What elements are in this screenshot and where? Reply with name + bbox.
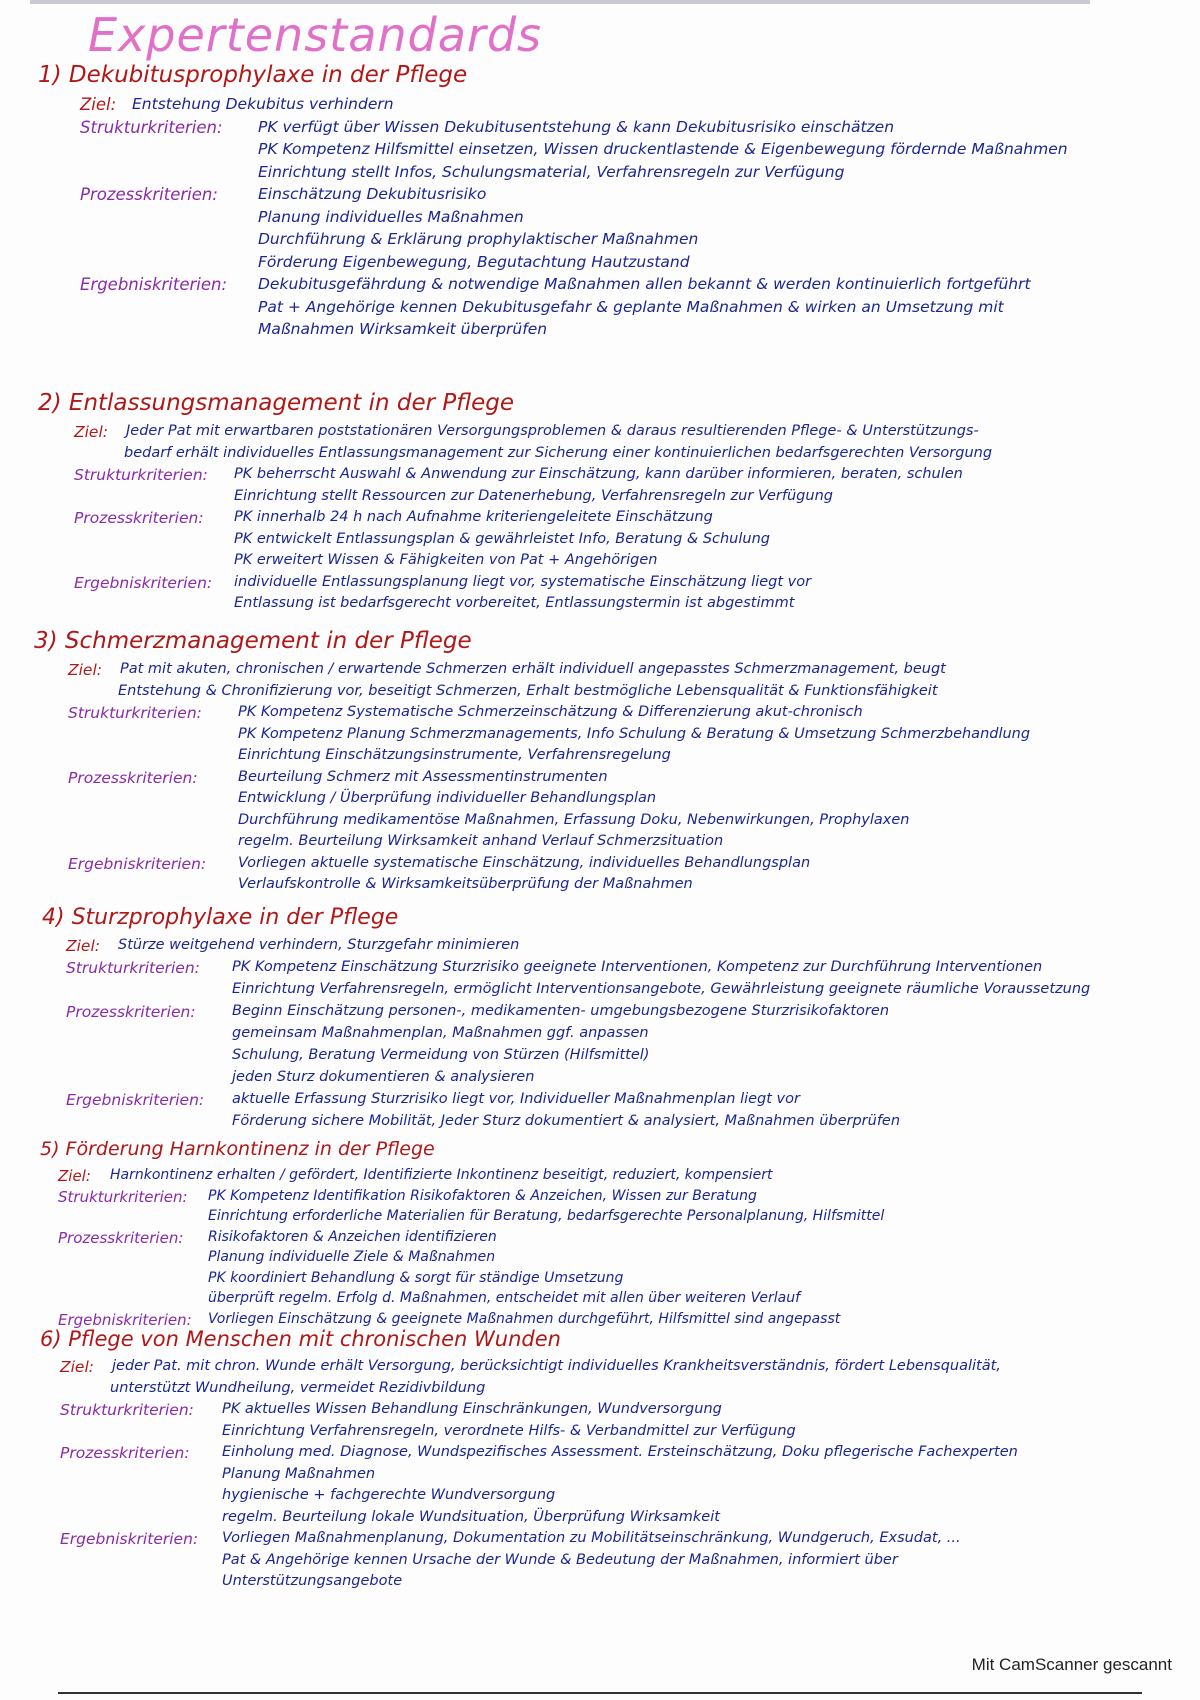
criteria-label: Ziel:	[66, 937, 100, 955]
criteria-label: Strukturkriterien:	[60, 1401, 194, 1419]
criteria-text: Entstehung & Chronifizierung vor, beseitigt Schmerzen, Erhalt bestmögliche Lebensqualität & Funktionsfähigkeit	[118, 682, 938, 699]
criteria-text: PK Kompetenz Einschätzung Sturzrisiko geeignete Interventionen, Kompetenz zur Durchführung Interventionen	[232, 959, 1043, 975]
scan-bottom-edge	[58, 1692, 1142, 1694]
criteria-text: PK verfügt über Wissen Dekubitusentstehung & kann Dekubitusrisiko einschätzen	[258, 117, 895, 136]
criteria-text: Entstehung Dekubitus verhindern	[132, 95, 394, 113]
criteria-label: Ergebniskriterien:	[68, 854, 207, 873]
criteria-label: Prozesskriterien:	[60, 1444, 190, 1462]
criteria-text: PK Kompetenz Identifikation Risikofaktoren & Anzeichen, Wissen zur Beratung	[208, 1187, 757, 1204]
criteria-text: Planung individuelle Ziele & Maßnahmen	[208, 1249, 496, 1265]
criteria-text: Planung Maßnahmen	[222, 1465, 376, 1482]
criteria-label: Prozesskriterien:	[58, 1228, 184, 1247]
criteria-label: Ziel:	[60, 1358, 94, 1376]
criteria-text: jeder Pat. mit chron. Wunde erhält Versorgung, berücksichtigt individuelles Krankheitsverständnis, fördert Lebensqualität,	[112, 1358, 1001, 1374]
criteria-text: PK entwickelt Entlassungsplan & gewährleistet Info, Beratung & Schulung	[234, 530, 770, 547]
criteria-text: Vorliegen aktuelle systematische Einschätzung, individuelles Behandlungsplan	[238, 854, 811, 871]
criteria-label: Ziel:	[74, 423, 108, 441]
criteria-text: Einrichtung Einschätzungsinstrumente, Verfahrensregelung	[238, 747, 671, 763]
criteria-text: Harnkontinenz erhalten / gefördert, Identifizierte Inkontinenz beseitigt, reduziert, kompensiert	[110, 1167, 773, 1183]
criteria-text: Jeder Pat mit erwartbaren poststationären Versorgungsproblemen & daraus resultierenden Pflege- & Unterstützungs-	[126, 423, 979, 439]
criteria-text: Einrichtung stellt Ressourcen zur Datenerhebung, Verfahrensregeln zur Verfügung	[234, 487, 833, 504]
criteria-text: Durchführung & Erklärung prophylaktischer Maßnahmen	[258, 230, 699, 248]
criteria-text: Vorliegen Einschätzung & geeignete Maßnahmen durchgeführt, Hilfsmittel sind angepasst	[208, 1310, 841, 1327]
criteria-text: jeden Sturz dokumentieren & analysieren	[232, 1069, 535, 1085]
criteria-text: Pat mit akuten, chronischen / erwartende Schmerzen erhält individuell angepasstes Schmerzmanagement, beugt	[120, 661, 946, 677]
section-heading: 3) Schmerzmanagement in der Pflege	[34, 628, 472, 654]
criteria-text: Pat & Angehörige kennen Ursache der Wunde & Bedeutung der Maßnahmen, informiert über	[222, 1551, 898, 1568]
criteria-text: Einrichtung Verfahrensregeln, ermöglicht Interventionsangebote, Gewährleistung geeignete räumliche Voraussetzung	[232, 981, 1091, 997]
criteria-text: Risikofaktoren & Anzeichen identifizieren	[208, 1228, 497, 1245]
section-heading: 5) Förderung Harnkontinenz in der Pflege	[40, 1138, 435, 1160]
section-heading: 2) Entlassungsmanagement in der Pflege	[38, 390, 515, 416]
criteria-text: PK innerhalb 24 h nach Aufnahme kriteriengeleitete Einschätzung	[234, 509, 713, 525]
criteria-label: Ergebniskriterien:	[58, 1310, 192, 1329]
criteria-text: Durchführung medikamentöse Maßnahmen, Erfassung Doku, Nebenwirkungen, Prophylaxen	[238, 811, 910, 828]
criteria-text: Einschätzung Dekubitusrisiko	[258, 185, 487, 203]
criteria-text: Beginn Einschätzung personen-, medikamenten- umgebungsbezogene Sturzrisikofaktoren	[232, 1003, 890, 1019]
criteria-label: Ziel:	[58, 1167, 91, 1185]
criteria-text: hygienische + fachgerechte Wundversorgung	[222, 1487, 556, 1503]
criteria-text: Verlaufskontrolle & Wirksamkeitsüberprüfung der Maßnahmen	[238, 876, 693, 892]
criteria-label: Ergebniskriterien:	[66, 1091, 205, 1109]
criteria-text: Beurteilung Schmerz mit Assessmentinstrumenten	[238, 768, 608, 785]
criteria-text: Einrichtung stellt Infos, Schulungsmaterial, Verfahrensregeln zur Verfügung	[258, 162, 845, 181]
scanner-watermark: Mit CamScanner gescannt	[971, 1655, 1172, 1674]
criteria-text: bedarf erhält individuelles Entlassungsmanagement zur Sicherung einer kontinuierlichen bedarfsgerechten Versorgung	[124, 444, 993, 461]
criteria-text: Einholung med. Diagnose, Wundspezifisches Assessment. Ersteinschätzung, Doku pflegerische Fachexperten	[222, 1444, 1018, 1460]
criteria-text: Stürze weitgehend verhindern, Sturzgefahr minimieren	[118, 937, 520, 953]
criteria-text: PK erweitert Wissen & Fähigkeiten von Pat + Angehörigen	[234, 552, 658, 568]
criteria-label: Ziel:	[68, 661, 102, 679]
criteria-text: überprüft regelm. Erfolg d. Maßnahmen, entscheidet mit allen über weiteren Verlauf	[208, 1290, 801, 1306]
criteria-label: Prozesskriterien:	[74, 509, 204, 527]
criteria-text: regelm. Beurteilung lokale Wundsituation, Überprüfung Wirksamkeit	[222, 1508, 720, 1525]
criteria-label: Ergebniskriterien:	[60, 1530, 199, 1548]
criteria-text: Entlassung ist bedarfsgerecht vorbereitet, Entlassungstermin ist abgestimmt	[234, 595, 795, 611]
criteria-text: Förderung Eigenbewegung, Begutachtung Hautzustand	[258, 252, 690, 271]
criteria-text: Dekubitusgefährdung & notwendige Maßnahmen allen bekannt & werden kontinuierlich fortgeführt	[258, 275, 1031, 293]
criteria-label: Prozesskriterien:	[80, 185, 218, 204]
criteria-label: Strukturkriterien:	[66, 959, 200, 977]
section-heading: 4) Sturzprophylaxe in der Pflege	[42, 905, 399, 930]
criteria-text: Planung individuelles Maßnahmen	[258, 207, 524, 226]
criteria-label: Prozesskriterien:	[68, 768, 198, 787]
criteria-text: unterstützt Wundheilung, vermeidet Rezidivbildung	[110, 1379, 486, 1396]
criteria-label: Strukturkriterien:	[74, 466, 208, 484]
criteria-label: Ziel:	[80, 95, 117, 114]
criteria-text: Förderung sichere Mobilität, Jeder Sturz dokumentiert & analysiert, Maßnahmen überprüfen	[232, 1113, 901, 1129]
criteria-label: Strukturkriterien:	[80, 117, 223, 137]
criteria-text: PK Kompetenz Hilfsmittel einsetzen, Wissen druckentlastende & Eigenbewegung fördernde Maßnahmen	[258, 140, 1068, 158]
criteria-text: individuelle Entlassungsplanung liegt vor, systematische Einschätzung liegt vor	[234, 573, 812, 590]
section-heading: 6) Pflege von Menschen mit chronischen Wunden	[40, 1327, 561, 1351]
criteria-text: Maßnahmen Wirksamkeit überprüfen	[258, 320, 548, 338]
criteria-label: Prozesskriterien:	[66, 1003, 196, 1021]
criteria-text: Einrichtung erforderliche Materialien für Beratung, bedarfsgerechte Personalplanung, Hilfsmittel	[208, 1208, 885, 1224]
criteria-label: Strukturkriterien:	[68, 704, 202, 722]
criteria-text: PK koordiniert Behandlung & sorgt für ständige Umsetzung	[208, 1269, 624, 1286]
criteria-text: PK beherrscht Auswahl & Anwendung zur Einschätzung, kann darüber informieren, beraten, schulen	[234, 466, 963, 482]
criteria-text: Schulung, Beratung Vermeidung von Stürzen (Hilfsmittel)	[232, 1047, 650, 1063]
criteria-label: Ergebniskriterien:	[74, 573, 213, 592]
criteria-text: PK Kompetenz Planung Schmerzmanagements, Info Schulung & Beratung & Umsetzung Schmerzbehandlung	[238, 725, 1031, 742]
criteria-text: PK aktuelles Wissen Behandlung Einschränkungen, Wundversorgung	[222, 1401, 722, 1417]
criteria-label: Strukturkriterien:	[58, 1187, 188, 1206]
criteria-text: PK Kompetenz Systematische Schmerzeinschätzung & Differenzierung akut-chronisch	[238, 704, 863, 720]
criteria-text: aktuelle Erfassung Sturzrisiko liegt vor, Individueller Maßnahmenplan liegt vor	[232, 1091, 800, 1107]
section-heading: 1) Dekubitusprophylaxe in der Pflege	[38, 62, 468, 88]
page-title: Expertenstandards	[88, 8, 542, 62]
criteria-label: Ergebniskriterien:	[80, 275, 228, 294]
criteria-text: regelm. Beurteilung Wirksamkeit anhand Verlauf Schmerzsituation	[238, 833, 724, 849]
criteria-text: Vorliegen Maßnahmenplanung, Dokumentation zu Mobilitätseinschränkung, Wundgeruch, Exsudat, ...	[222, 1530, 961, 1546]
criteria-text: Entwicklung / Überprüfung individueller Behandlungsplan	[238, 790, 657, 806]
criteria-text: Unterstützungsangebote	[222, 1573, 403, 1589]
criteria-text: Einrichtung Verfahrensregeln, verordnete Hilfs- & Verbandmittel zur Verfügung	[222, 1422, 796, 1439]
criteria-text: gemeinsam Maßnahmenplan, Maßnahmen ggf. anpassen	[232, 1025, 649, 1041]
criteria-text: Pat + Angehörige kennen Dekubitusgefahr & geplante Maßnahmen & wirken an Umsetzung mit	[258, 297, 1004, 316]
